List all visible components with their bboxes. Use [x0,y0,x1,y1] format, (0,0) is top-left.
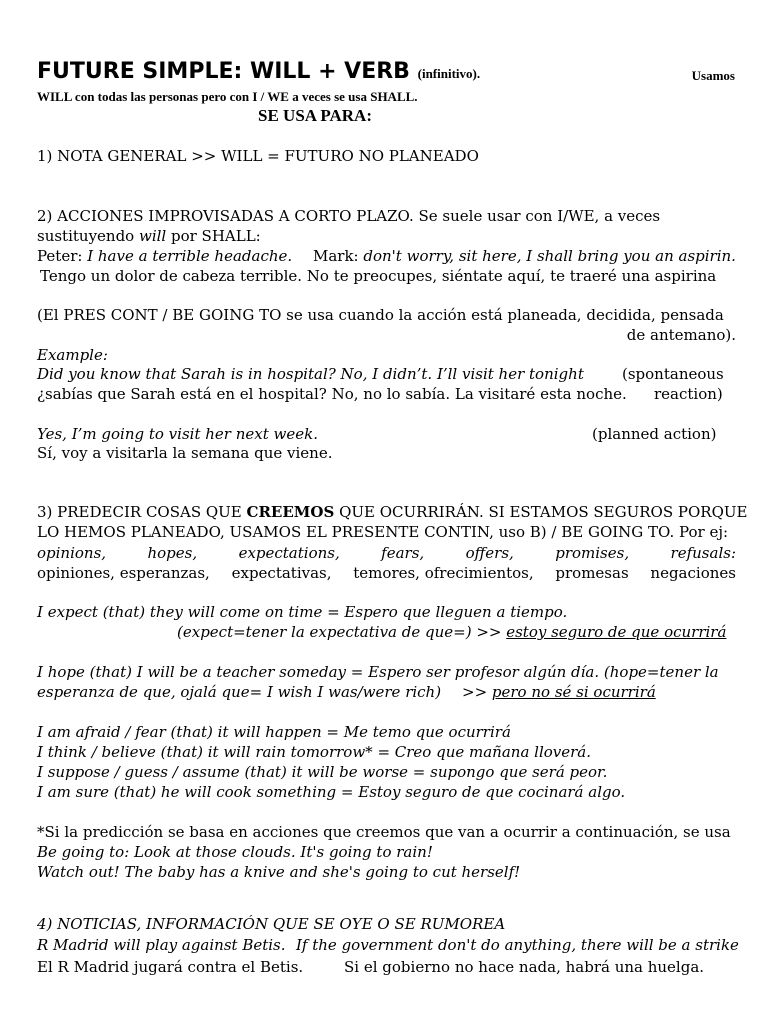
example-label: Example: [37,346,108,364]
going-to-example-1: Be going to: Look at those clouds. It's going to rain! [37,843,433,861]
prediction-note: *Si la predicción se basa en acciones que creemos que van a ocurrir a continuación, se usa [37,823,731,841]
section-4-example: R Madrid will play against Betis. If the government don't do anything, there will be a strike [37,936,739,954]
title-main: FUTURE SIMPLE: WILL + VERB [37,59,410,84]
think-example: I think / believe (that) it will rain tomorrow* = Creo que mañana lloverá. [37,743,592,761]
section-2-prescont-line1: (El PRES CONT / BE GOING TO se usa cuando la acción está planeada, decidida, pensada [37,306,724,324]
suppose-example: I suppose / guess / assume (that) it will be worse = supongo que será peor. [37,763,608,781]
section-2-dialogue: Peter: I have a terrible headache. Mark: don't worry, sit here, I shall bring you an aspirin. [37,247,736,265]
afraid-example: I am afraid / fear (that) it will happen = Me temo que ocurrirá [37,723,511,741]
section-1-text: 1) NOTA GENERAL >> WILL = FUTURO NO PLANEADO [37,147,479,165]
page-title [37,58,736,88]
section-2-line1: 2) ACCIONES IMPROVISADAS A CORTO PLAZO. Se suele usar con I/WE, a veces [37,207,661,225]
section-3-words-es: opiniones, esperanzas, expectativas, temores, ofrecimientos, promesas negaciones [37,564,736,582]
expect-example: I expect (that) they will come on time = Espero que lleguen a tiempo. [37,603,568,621]
expect-note: (expect=tener la expectativa de que=) >> estoy seguro de que ocurrirá [177,623,727,641]
section-3-line1: 3) PREDECIR COSAS QUE CREEMOS QUE OCURRIRÁN. SI ESTAMOS SEGUROS PORQUE [37,503,748,521]
example-2-translation: Sí, voy a visitarla la semana que viene. [37,444,333,462]
hope-note: esperanza de que, ojalá que= I wish I was/were rich) >> pero no sé si ocurrirá [37,683,656,701]
title-infinitivo: (infinitivo). [417,66,481,81]
section-4-heading: 4) NOTICIAS, INFORMACIÓN QUE SE OYE O SE RUMOREA [37,915,506,933]
going-to-example-2: Watch out! The baby has a knive and she's going to cut herself! [37,863,521,881]
example-1: Did you know that Sarah is in hospital? No, I didn’t. I’ll visit her tonight (spontaneous [37,365,724,383]
section-3-line2: LO HEMOS PLANEADO, USAMOS EL PRESENTE CONTIN, uso B) / BE GOING TO. Por ej: [37,523,729,541]
section-2-line2: sustituyendo will por SHALL: [37,227,261,245]
se-usa-para-heading: SE USA PARA: [258,106,372,125]
example-2: Yes, I’m going to visit her next week. (planned action) [37,425,717,443]
section-2-prescont-line2: de antemano). [626,326,736,344]
sure-example: I am sure (that) he will cook something = Estoy seguro de que cocinará algo. [37,783,626,801]
hope-example: I hope (that) I will be a teacher someday = Espero ser profesor algún día. (hope=tener la [37,663,719,681]
example-1-translation: ¿sabías que Sarah está en el hospital? No, no lo sabía. La visitaré esta noche. reaction) [37,385,723,403]
title-usamos: Usamos [691,68,735,83]
title-line2: WILL con todas las personas pero con I / WE a veces se usa SHALL. [37,89,418,104]
section-4-translation: El R Madrid jugará contra el Betis. Si el gobierno no hace nada, habrá una huelga. [37,958,705,976]
section-2-translation: Tengo un dolor de cabeza terrible. No te preocupes, siéntate aquí, te traeré una aspirina [40,267,717,285]
section-3-words-en: opinions, hopes, expectations, fears, offers, promises, refusals: [37,544,736,562]
